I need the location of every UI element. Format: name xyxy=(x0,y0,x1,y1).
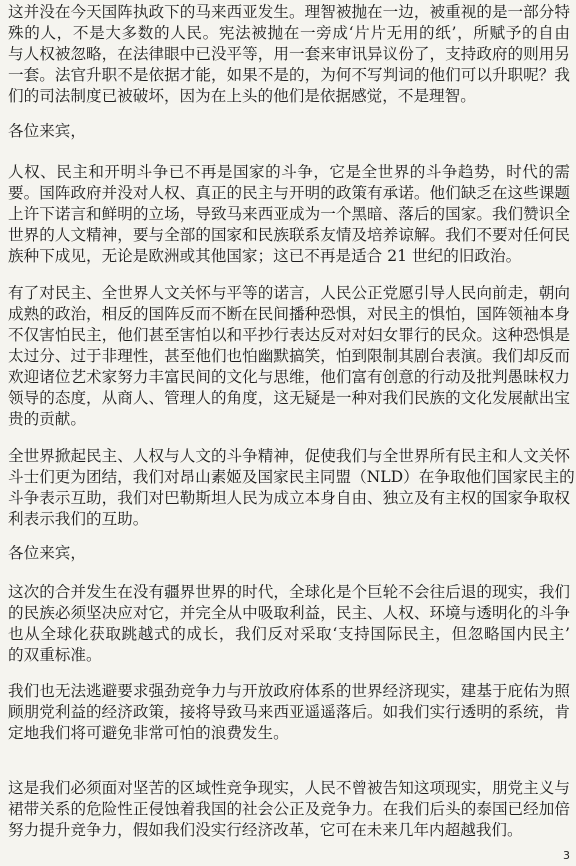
text-line: 这并没在今天国阵执政下的马来西亚发生。理智被抛在一边，被重视的是一部分特 xyxy=(8,3,570,21)
text-line: 有了对民主、全世界人文关怀与平等的诺言，人民公正党愿引导人民向前走，朝向 xyxy=(8,284,570,302)
text-line: 我们也无法逃避要求强劲竞争力与开放政府体系的世界经济现实，建基于庇佑为照 xyxy=(8,682,570,700)
text-line: 不仅害怕民主，他们甚至害怕以和平抄行表达反对对妇女罪行的民众。这种恐惧是 xyxy=(8,326,570,344)
paragraph-2 xyxy=(8,162,570,267)
text-line: 一套。法官升职不是依据才能，如果不是的，为何不写判词的他们可以升职呢？我 xyxy=(8,66,570,84)
salutation-2 xyxy=(8,543,570,564)
salutation-1 xyxy=(8,121,570,142)
text-line: 的民族必须坚决应对它，并完全从中吸取利益，民主、人权、环境与透明化的斗争 xyxy=(8,604,570,622)
text-line: 人权、民主和开明斗争已不再是国家的斗争，它是全世界的斗争趋势，时代的需 xyxy=(8,163,570,181)
text-line: 各位来宾， xyxy=(8,544,86,562)
text-line: 上许下诺言和鲜明的立场，导致马来西亚成为一个黑暗、落后的国家。我们赞识全 xyxy=(8,205,570,223)
paragraph-3 xyxy=(8,283,570,430)
text-line: 全世界掀起民主、人权与人文的斗争精神，促使我们与全世界所有民主和人文关怀 xyxy=(8,447,570,465)
text-line: 定地我们将可避免非常可怕的浪费发生。 xyxy=(8,724,289,742)
text-line: 努力提升竞争力，假如我们没实行经济改革，它可在未来几年内超越我们。 xyxy=(8,821,523,839)
text-line: 这是我们必须面对坚苦的区域性竞争现实，人民不曾被告知这项现实，朋党主义与 xyxy=(8,779,570,797)
text-line: 欢迎诸位艺术家努力丰富民间的文化与思维，他们富有创意的行动及批判愚昧权力 xyxy=(8,368,570,386)
text-line: 要。国阵政府并没对人权、真正的民主与开明的政策有承诺。他们缺乏在这些课题 xyxy=(8,184,570,202)
text-line: 的双重标准。 xyxy=(8,646,102,664)
paragraph-1 xyxy=(8,2,570,107)
text-line: 与人权被忽略，在法律眼中已没平等，用一套来审讯异议份了，支持政府的则用另 xyxy=(8,45,570,63)
text-line: 各位来宾， xyxy=(8,122,86,140)
text-line: 殊的人，不是大多数的人民。宪法被抛在一旁成‘片片无用的纸’，所赋予的自由 xyxy=(8,24,570,42)
paragraph-5 xyxy=(8,582,570,666)
text-line: 成熟的政治，相反的国阵反而不断在民间播种恐惧，对民主的惧怕，国阵领袖本身 xyxy=(8,305,570,323)
text-line: 领导的态度，从商人、管理人的角度，这无疑是一种对我们民族的文化发展献出宝 xyxy=(8,389,570,407)
paragraph-7 xyxy=(8,778,570,841)
text-line: 贵的贡献。 xyxy=(8,410,86,428)
text-line: 斗士们更为团结，我们对昂山素姬及国家民主同盟（NLD）在争取他们国家民主的 xyxy=(8,468,575,486)
text-line: 太过分、过于非理性，甚至他们也怕幽默搞笑，怕到限制其剧台表演。我们却反而 xyxy=(8,347,570,365)
paragraph-4 xyxy=(8,446,575,530)
page-number: 3 xyxy=(563,849,570,862)
text-line: 裙带关系的危险性正侵蚀着我国的社会公正及竞争力。在我们后头的泰国已经加倍 xyxy=(8,800,570,818)
text-line: 族种下成见，无论是欧洲或其他国家；这已不再是适合 21 世纪的旧政治。 xyxy=(8,247,522,265)
text-line: 利表示我们的互助。 xyxy=(8,510,149,528)
text-line: 们的司法制度已被破坏，因为在上头的他们是依据感觉，不是理智。 xyxy=(8,87,476,105)
paragraph-6 xyxy=(8,681,570,744)
text-line: 斗争表示互助，我们对巴勒斯坦人民为成立本身自由、独立及有主权的国家争取权 xyxy=(8,489,570,507)
text-line: 顾朋党利益的经济政策，接将导致马来西亚遥遥落后。如我们实行透明的系统，肯 xyxy=(8,703,570,721)
text-line: 世界的人文精神，要与全部的国家和民族联系友情及培养谅解。我们不要对任何民 xyxy=(8,226,570,244)
text-line: 这次的合并发生在没有疆界世界的时代，全球化是个巨轮不会往后退的现实，我们 xyxy=(8,583,570,601)
text-line: 也从全球化获取跳越式的成长，我们反对采取‘支持国际民主，但忽略国内民主’ xyxy=(8,625,570,643)
